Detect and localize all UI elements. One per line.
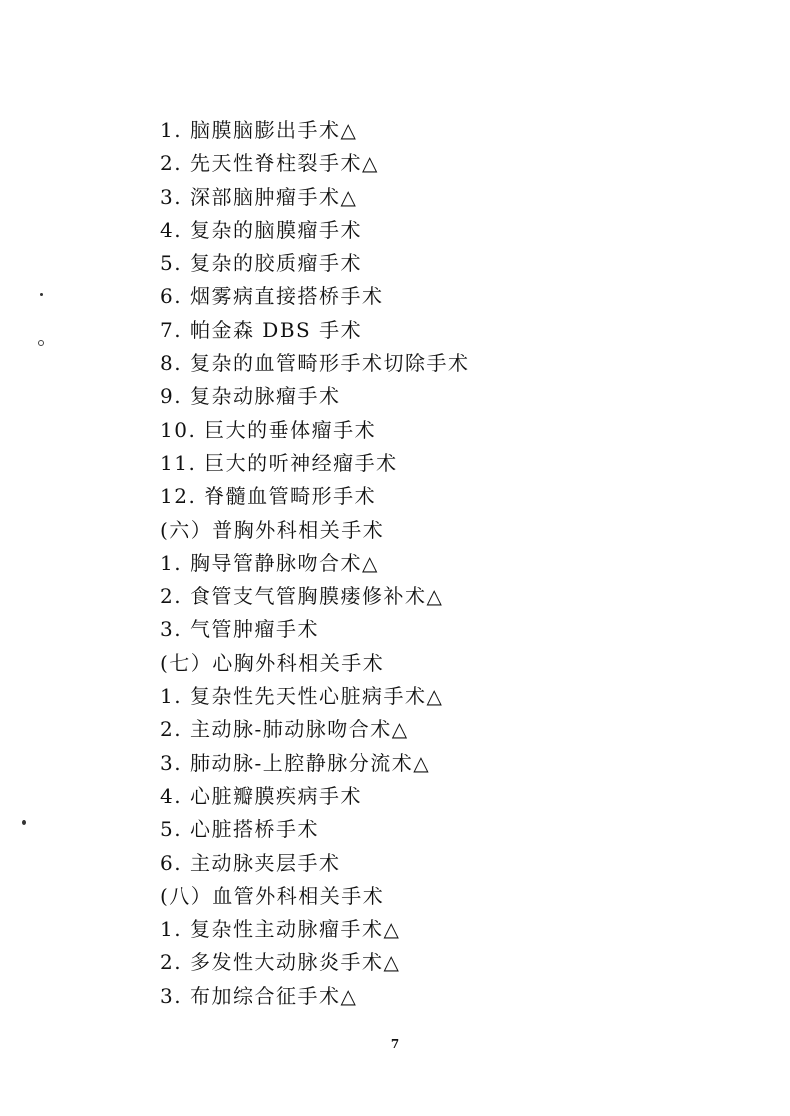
list-item: 3. 深部脑肿瘤手术△ (160, 184, 358, 209)
list-item: 12. 脊髓血管畸形手术 (160, 484, 377, 509)
list-item: 2. 多发性大动脉炎手术△ (160, 950, 401, 975)
list-item: 3. 肺动脉-上腔静脉分流术△ (160, 750, 431, 775)
list-item: 7. 帕金森 DBS 手术 (160, 317, 363, 342)
list-item: 6. 烟雾病直接搭桥手术 (160, 284, 384, 309)
section-heading: (八）血管外科相关手术 (160, 883, 385, 908)
list-item: 8. 复杂的血管畸形手术切除手术 (160, 351, 470, 376)
list-item: 6. 主动脉夹层手术 (160, 850, 341, 875)
list-item: 2. 先天性脊柱裂手术△ (160, 151, 379, 176)
list-item: 1. 胸导管静脉吻合术△ (160, 550, 379, 575)
list-item: 1. 复杂性先天性心脏病手术△ (160, 684, 444, 709)
section-heading: (六）普胸外科相关手术 (160, 517, 385, 542)
list-item: 3. 布加综合征手术△ (160, 983, 358, 1008)
list-item: 10. 巨大的垂体瘤手术 (160, 417, 377, 442)
scan-speck (40, 293, 43, 296)
list-item: 4. 心脏瓣膜疾病手术 (160, 783, 362, 808)
list-item: 1. 复杂性主动脉瘤手术△ (160, 917, 401, 942)
list-item: 9. 复杂动脉瘤手术 (160, 384, 341, 409)
list-item: 5. 心脏搭桥手术 (160, 817, 319, 842)
section-heading: (七）心胸外科相关手术 (160, 650, 385, 675)
scan-speck (22, 820, 26, 825)
list-item: 5. 复杂的胶质瘤手术 (160, 251, 362, 276)
list-item: 1. 脑膜脑膨出手术△ (160, 118, 358, 142)
list-item: 4. 复杂的脑膜瘤手术 (160, 217, 362, 242)
page-number: 7 (390, 1037, 400, 1051)
procedure-list (160, 114, 740, 1013)
list-item: 3. 气管肿瘤手术 (160, 617, 319, 642)
list-item: 2. 主动脉-肺动脉吻合术△ (160, 717, 409, 742)
scan-speck (38, 340, 44, 346)
list-item: 2. 食管支气管胸膜瘘修补术△ (160, 584, 444, 609)
list-item: 11. 巨大的听神经瘤手术 (160, 450, 398, 475)
